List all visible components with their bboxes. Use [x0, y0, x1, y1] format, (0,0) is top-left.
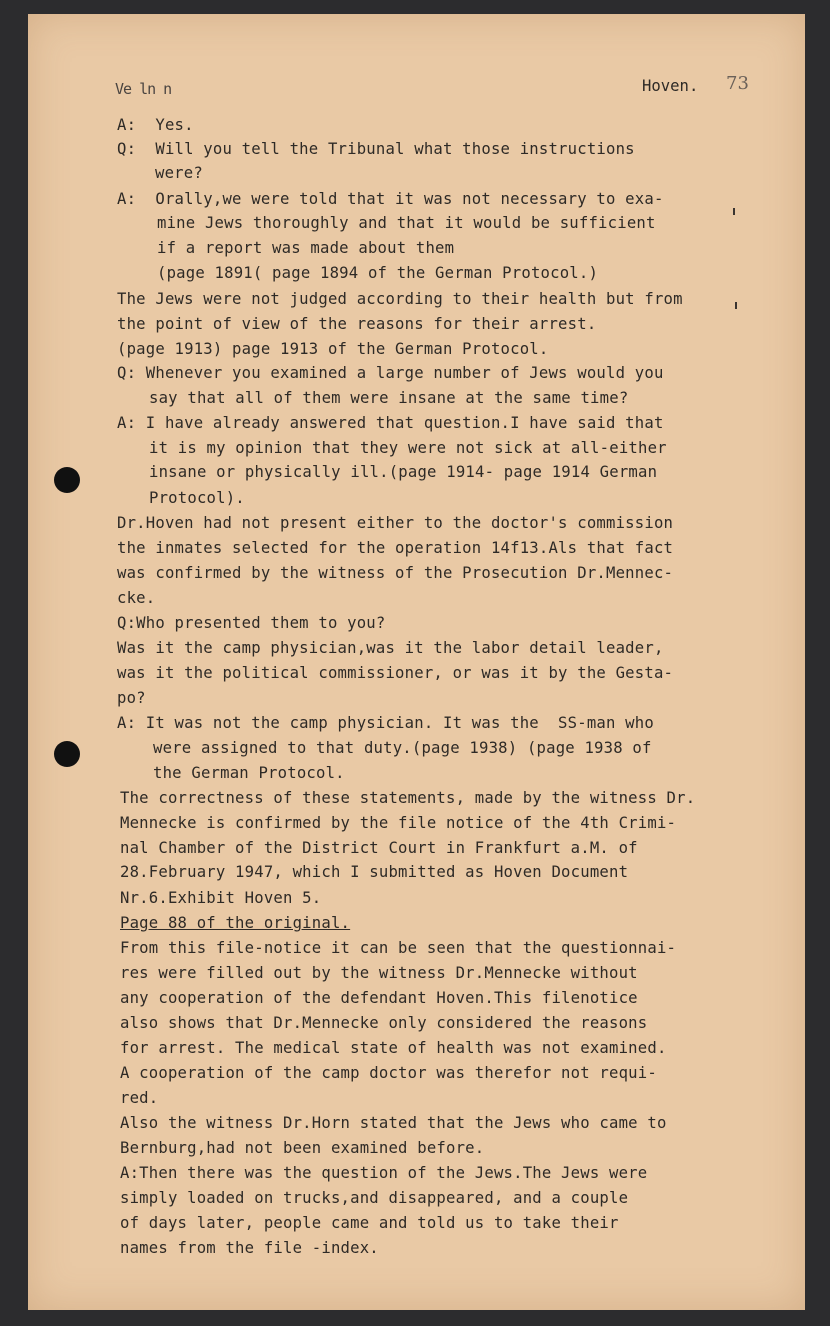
text-line: Protocol). [149, 489, 245, 507]
text-line: 28.February 1947, which I submitted as Hoven Document [120, 863, 629, 881]
text-line: Q: Whenever you examined a large number of Jews would you [117, 364, 664, 382]
text-line: mine Jews thoroughly and that it would be sufficient [157, 214, 656, 232]
text-line: (page 1891( page 1894 of the German Protocol.) [157, 264, 599, 282]
margin-mark [735, 302, 737, 309]
text-line: po? [117, 689, 146, 707]
text-line: for arrest. The medical state of health was not examined. [120, 1039, 667, 1057]
text-line: Was it the camp physician,was it the labor detail leader, [117, 639, 664, 657]
text-line: res were filled out by the witness Dr.Mennecke without [120, 964, 638, 982]
text-line: Page 88 of the original. [120, 914, 351, 932]
text-line: cke. [117, 589, 156, 607]
text-line: any cooperation of the defendant Hoven.This filenotice [120, 989, 638, 1007]
text-line: red. [120, 1089, 159, 1107]
text-line: the inmates selected for the operation 14f13.Als that fact [117, 539, 674, 557]
punch-hole-bottom [54, 741, 80, 767]
text-line: A:Then there was the question of the Jews.The Jews were [120, 1164, 648, 1182]
header-hoven: Hoven. [642, 77, 699, 95]
text-line: Mennecke is confirmed by the file notice of the 4th Crimi- [120, 814, 677, 832]
text-line: Dr.Hoven had not present either to the doctor's commission [117, 514, 674, 532]
text-line: insane or physically ill.(page 1914- page 1914 German [149, 463, 658, 481]
text-line: of days later, people came and told us to take their [120, 1214, 619, 1232]
text-line: (page 1913) page 1913 of the German Protocol. [117, 340, 549, 358]
text-line: Bernburg,had not been examined before. [120, 1139, 485, 1157]
page-number: 73 [726, 73, 749, 94]
text-line: were? [155, 164, 203, 182]
text-line: Also the witness Dr.Horn stated that the Jews who came to [120, 1114, 667, 1132]
text-line: From this file-notice it can be seen that the questionnai- [120, 939, 677, 957]
text-line: names from the file -index. [120, 1239, 379, 1257]
text-line: also shows that Dr.Mennecke only considered the reasons [120, 1014, 648, 1032]
text-line: A: Orally,we were told that it was not necessary to exa- [117, 190, 664, 208]
punch-hole-top [54, 467, 80, 493]
margin-mark [733, 208, 735, 215]
text-line: the German Protocol. [153, 764, 345, 782]
text-line: The correctness of these statements, made by the witness Dr. [120, 789, 696, 807]
header-name: Ve ln n [115, 80, 172, 98]
text-line: Q:Who presented them to you? [117, 614, 386, 632]
text-line: say that all of them were insane at the same time? [149, 389, 629, 407]
text-line: it is my opinion that they were not sick at all-either [149, 439, 667, 457]
text-line: The Jews were not judged according to their health but from [117, 290, 683, 308]
text-line: Nr.6.Exhibit Hoven 5. [120, 889, 322, 907]
text-line: were assigned to that duty.(page 1938) (page 1938 of [153, 739, 652, 757]
text-line: was confirmed by the witness of the Prosecution Dr.Mennec- [117, 564, 674, 582]
text-line: was it the political commissioner, or was it by the Gesta- [117, 664, 674, 682]
text-line: A: I have already answered that question.I have said that [117, 414, 664, 432]
text-line: A: Yes. [117, 116, 194, 134]
text-line: simply loaded on trucks,and disappeared, and a couple [120, 1189, 629, 1207]
text-line: nal Chamber of the District Court in Frankfurt a.M. of [120, 839, 638, 857]
text-line: if a report was made about them [157, 239, 455, 257]
text-line: A: It was not the camp physician. It was the SS-man who [117, 714, 654, 732]
text-line: Q: Will you tell the Tribunal what those instructions [117, 140, 635, 158]
text-line: the point of view of the reasons for their arrest. [117, 315, 597, 333]
text-line: A cooperation of the camp doctor was therefor not requi- [120, 1064, 657, 1082]
